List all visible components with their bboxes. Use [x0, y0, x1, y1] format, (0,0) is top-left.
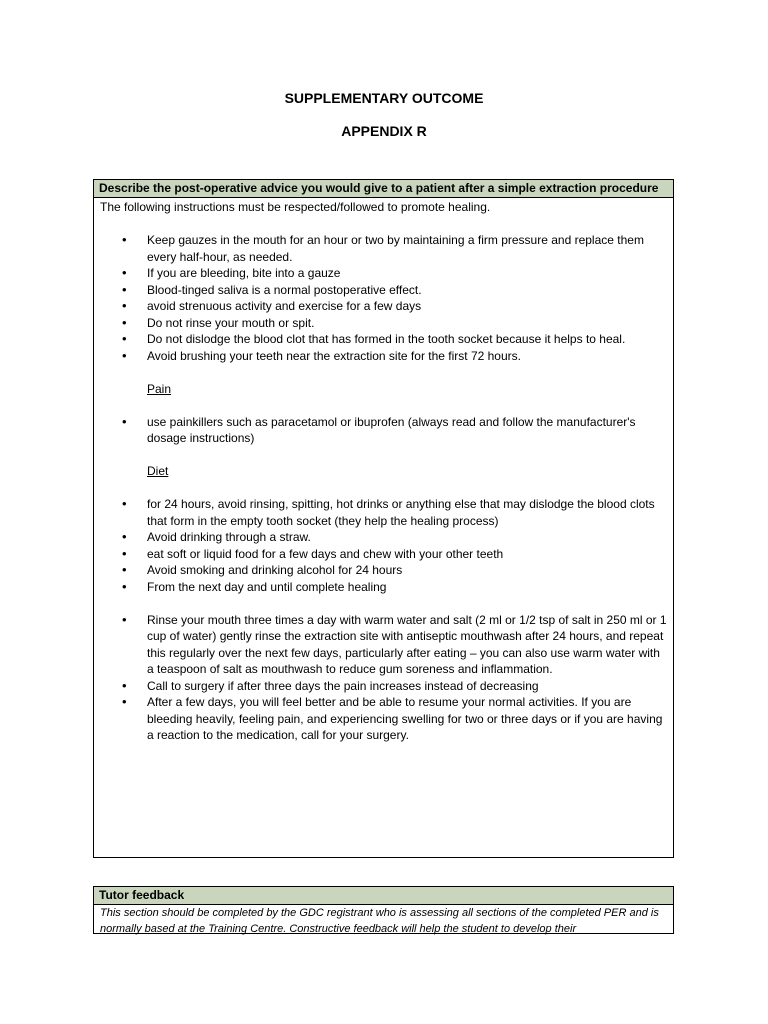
list-item: • From the next day and until complete healing: [100, 579, 667, 596]
intro-text: The following instructions must be respected/followed to promote healing.: [100, 200, 491, 214]
advice-list-aftercare: [100, 612, 667, 744]
list-item: • use painkillers such as paracetamol or ibuprofen (always read and follow the manufacturer's dosage instructions): [100, 414, 667, 447]
list-item: • avoid strenuous activity and exercise for a few days: [100, 298, 667, 315]
document-title: SUPPLEMENTARY OUTCOME: [284, 90, 484, 106]
list-item: • eat soft or liquid food for a few days and chew with your other teeth: [100, 546, 667, 563]
list-item: • After a few days, you will feel better and be able to resume your normal activities. If you are bleeding heavily, feeling pain, and experiencing swelling for two or three days or if you are having a reaction to the medication, call for your surgery.: [100, 694, 667, 744]
tutor-feedback-text: This section should be completed by the GDC registrant who is assessing all sections of the completed PER and is normally based at the Training Centre. Constructive feedback will help the student to develop their: [100, 907, 659, 935]
tutor-feedback-header: Tutor feedback: [94, 887, 673, 905]
advice-list-diet: [100, 496, 667, 595]
list-item: • Call to surgery if after three days the pain increases instead of decreasing: [100, 678, 667, 695]
list-item: • Keep gauzes in the mouth for an hour or two by maintaining a firm pressure and replace them every half-hour, as needed.: [100, 232, 667, 265]
list-item: • Avoid brushing your teeth near the extraction site for the first 72 hours.: [100, 348, 667, 365]
list-item: • Do not dislodge the blood clot that has formed in the tooth socket because it helps to heal.: [100, 331, 667, 348]
list-item: • Avoid drinking through a straw.: [100, 529, 667, 546]
diet-heading: Diet: [147, 464, 169, 478]
answer-content: [94, 198, 673, 744]
list-item: • Avoid smoking and drinking alcohol for 24 hours: [100, 562, 667, 579]
pain-heading: Pain: [147, 381, 172, 396]
tutor-feedback-table: [93, 886, 674, 934]
list-item: • Blood-tinged saliva is a normal postoperative effect.: [100, 282, 667, 299]
list-item: • Rinse your mouth three times a day with warm water and salt (2 ml or 1/2 tsp of salt in 250 ml or 1 cup of water) gently rinse the extraction site with antiseptic mouthwash after 24 hours, and repeat this regularly over the next few days, particularly after eating – you can also use warm water with a teaspoon of salt as mouthwash to reduce gum soreness and inflammation.: [100, 612, 667, 678]
advice-list-general: [100, 232, 667, 364]
list-item: • If you are bleeding, bite into a gauze: [100, 265, 667, 282]
list-item: • for 24 hours, avoid rinsing, spitting, hot drinks or anything else that may dislodge the blood clots that form in the empty tooth socket (they help the healing process): [100, 496, 667, 529]
question-header: Describe the post-operative advice you would give to a patient after a simple extraction procedure: [94, 180, 673, 198]
appendix-title: APPENDIX R: [341, 123, 427, 139]
advice-list-pain: [100, 414, 667, 447]
advice-table: [93, 179, 674, 858]
list-item: • Do not rinse your mouth or spit.: [100, 315, 667, 332]
